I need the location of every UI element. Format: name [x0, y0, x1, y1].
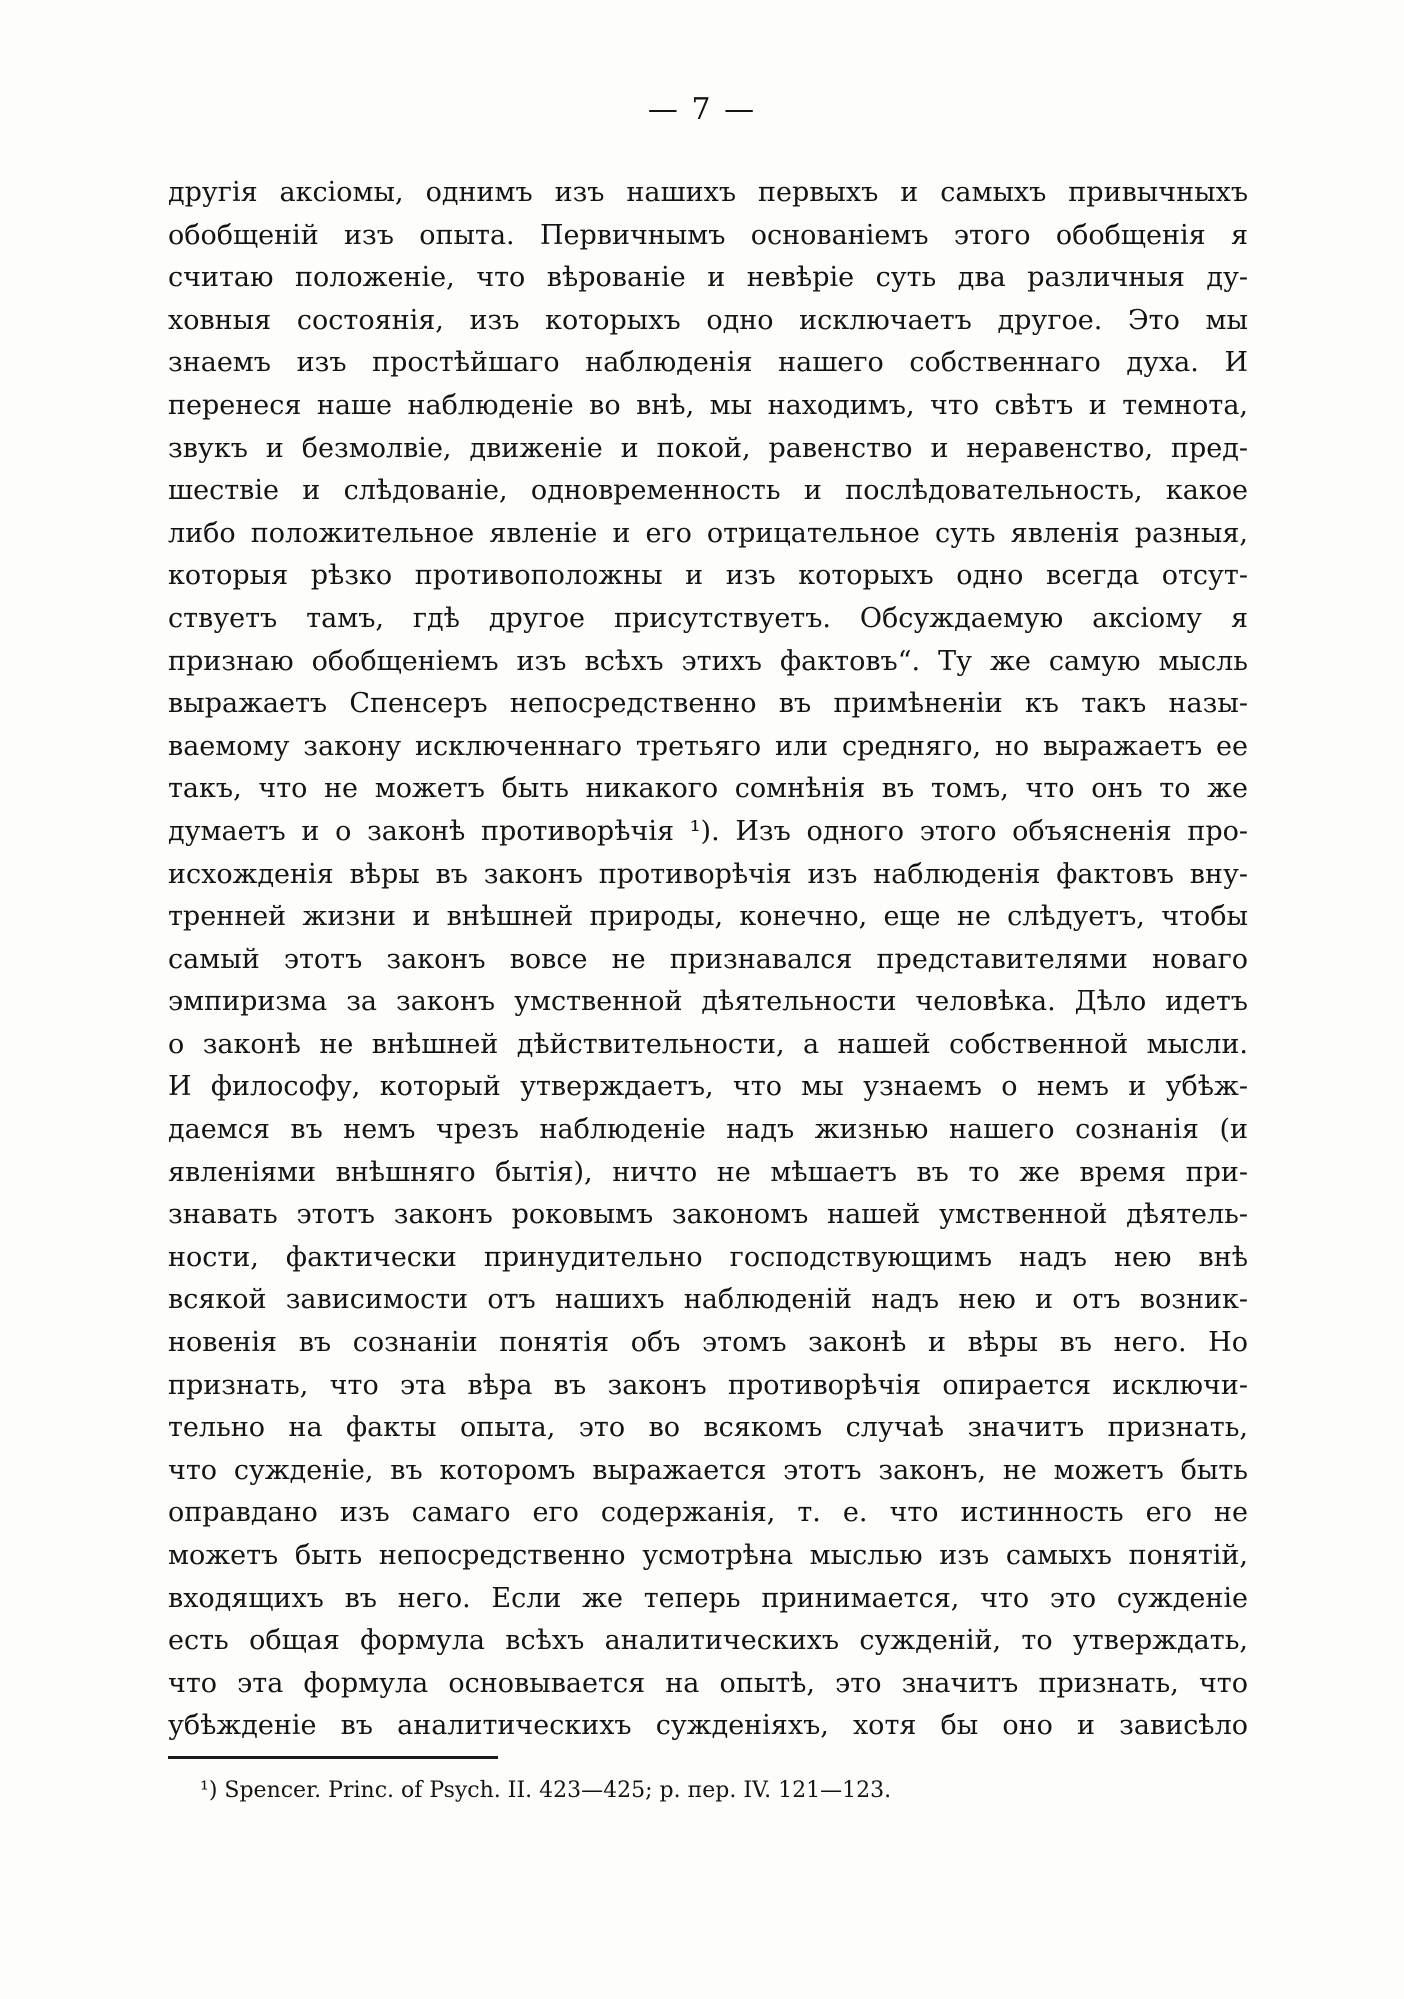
text-line: даемся въ немъ чрезъ наблюденіе надъ жизнью нашего сознанія (и: [168, 1114, 1248, 1146]
text-line: исхожденія вѣры въ законъ противорѣчія изъ наблюденія фактовъ вну-: [168, 858, 1248, 890]
text-line: о законѣ не внѣшней дѣйствительности, а нашей собственной мысли.: [168, 1028, 1248, 1060]
text-line: которыя рѣзко противоположны и изъ которыхъ одно всегда отсут-: [168, 560, 1248, 592]
text-line: считаю положеніе, что вѣрованіе и невѣріе суть два различныя ду-: [168, 262, 1248, 294]
text-line: признать, что эта вѣра въ законъ противорѣчія опирается исключи-: [168, 1369, 1248, 1401]
text-line: ствуетъ тамъ, гдѣ другое присутствуетъ. Обсуждаемую аксіому я: [168, 602, 1248, 634]
text-line: ваемому закону исключеннаго третьяго или средняго, но выражаетъ ее: [168, 730, 1248, 762]
text-line: звукъ и безмолвіе, движеніе и покой, равенство и неравенство, пред-: [168, 432, 1248, 464]
text-line: всякой зависимости отъ нашихъ наблюденій надъ нею и отъ возник-: [168, 1284, 1248, 1316]
text-line: перенеся наше наблюденіе во внѣ, мы находимъ, что свѣтъ и темнота,: [168, 389, 1248, 421]
text-line: выражаетъ Спенсеръ непосредственно въ примѣненіи къ такъ назы-: [168, 688, 1248, 720]
text-line: тренней жизни и внѣшней природы, конечно, еще не слѣдуетъ, чтобы: [168, 901, 1248, 933]
text-line: явленіями внѣшняго бытія), ничто не мѣшаетъ въ то же время при-: [168, 1156, 1248, 1188]
text-line: убѣжденіе въ аналитическихъ сужденіяхъ, хотя бы оно и зависѣло: [168, 1710, 1248, 1742]
text-line: знавать этотъ законъ роковымъ закономъ нашей умственной дѣятель-: [168, 1199, 1248, 1231]
text-line: такъ, что не можетъ быть никакого сомнѣнія въ томъ, что онъ то же: [168, 773, 1248, 805]
text-line: самый этотъ законъ вовсе не признавался представителями новаго: [168, 943, 1248, 975]
text-line: другія аксіомы, однимъ изъ нашихъ первыхъ и самыхъ привычныхъ: [168, 177, 1248, 208]
text-line: знаемъ изъ простѣйшаго наблюденія нашего собственнаго духа. И: [168, 347, 1248, 379]
text-line: новенія въ сознаніи понятія объ этомъ законѣ и вѣры въ него. Но: [168, 1327, 1248, 1359]
text-line: ховныя состоянія, изъ которыхъ одно исключаетъ другое. Это мы: [168, 304, 1248, 336]
text-line: признаю обобщеніемъ изъ всѣхъ этихъ фактовъ“. Ту же самую мысль: [168, 645, 1248, 677]
text-line: эмпиризма за законъ умственной дѣятельности человѣка. Дѣло идетъ: [168, 986, 1248, 1018]
text-line: входящихъ въ него. Если же теперь принимается, что это сужденіе: [168, 1582, 1248, 1614]
footnote-divider: [168, 1756, 498, 1759]
text-line: тельно на факты опыта, это во всякомъ случаѣ значитъ признать,: [168, 1412, 1248, 1444]
text-line: что эта формула основывается на опытѣ, это значитъ признать, что: [168, 1667, 1248, 1699]
body-text: [168, 172, 1248, 1748]
text-line: есть общая формула всѣхъ аналитическихъ сужденій, то утверждать,: [168, 1625, 1248, 1657]
text-line: либо положительное явленіе и его отрицательное суть явленія разныя,: [168, 517, 1248, 549]
text-line: шествіе и слѣдованіе, одновременность и послѣдовательность, какое: [168, 475, 1248, 507]
text-line: можетъ быть непосредственно усмотрѣна мыслью изъ самыхъ понятій,: [168, 1540, 1248, 1571]
text-line: оправдано изъ самаго его содержанія, т. е. что истинность его не: [168, 1497, 1248, 1529]
text-line: ности, фактически принудительно господствующимъ надъ нею внѣ: [168, 1241, 1248, 1273]
text-line: думаетъ и о законѣ противорѣчія ¹). Изъ одного этого объясненія про-: [168, 815, 1248, 847]
text-line: обобщеній изъ опыта. Первичнымъ основаніемъ этого обобщенія я: [168, 219, 1248, 251]
text-line: что сужденіе, въ которомъ выражается этотъ законъ, не можетъ быть: [168, 1454, 1248, 1486]
page-number: — 7 —: [647, 92, 757, 127]
text-line: И философу, который утверждаетъ, что мы узнаемъ о немъ и убѣж-: [168, 1071, 1248, 1103]
footnote: ¹) Spencer. Princ. of Psych. II. 423—425; р. пер. IV. 121—123.: [200, 1778, 892, 1803]
